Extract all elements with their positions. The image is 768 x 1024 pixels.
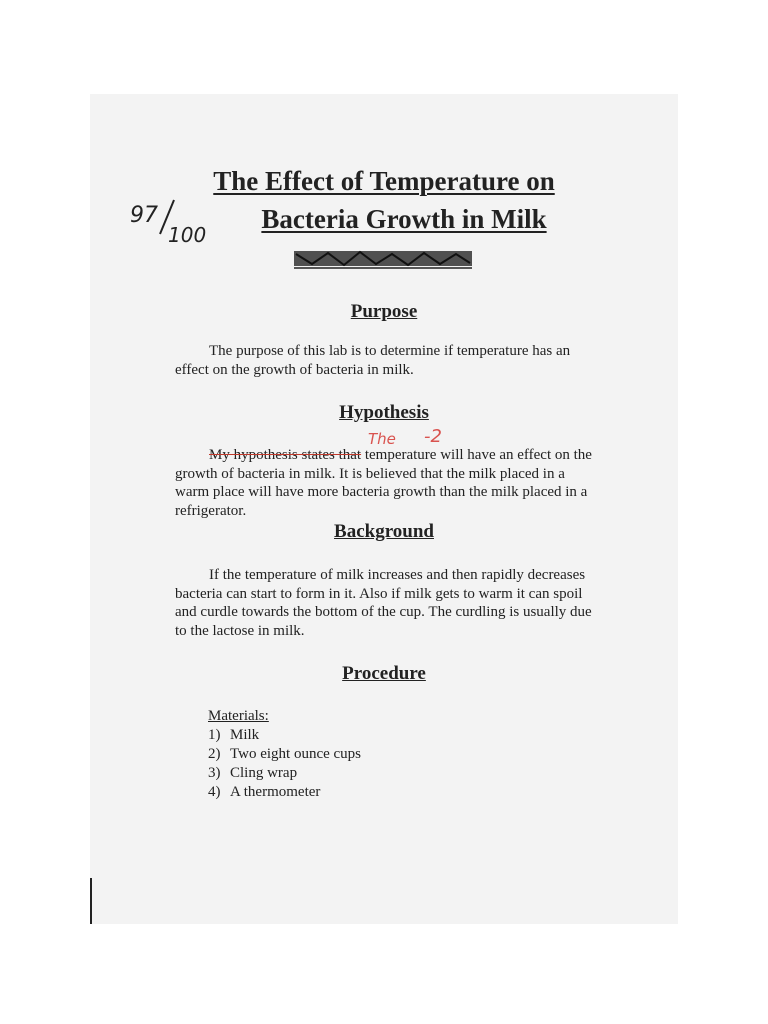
title-line-2: Bacteria Growth in Milk <box>261 204 547 234</box>
list-item: 3) Cling wrap <box>208 765 298 781</box>
grade-text: 97 <box>130 203 158 228</box>
handwritten-grade <box>130 196 220 246</box>
hypothesis-heading: Hypothesis <box>339 402 429 423</box>
materials-label: Materials: <box>208 708 269 724</box>
hypothesis-text: My hypothesis states that temperature will have an effect on the growth of bacteria in milk. It is believed that the milk placed in a warm place will have more bacteria growth than the milk placed in a refrigerator. <box>175 447 592 519</box>
struck-text: My hypothesis states that <box>209 447 362 463</box>
scan-edge-line <box>90 878 92 924</box>
materials-list <box>208 707 361 802</box>
purpose-text: The purpose of this lab is to determine if temperature has an effect on the growth of bacteria in milk. <box>175 343 571 378</box>
background-text: If the temperature of milk increases and then rapidly decreases bacteria can start to form in it. Also if milk gets to warm it can spoil and curdle towards the bottom of the cup. The curdling is usually due to the lactose in milk. <box>175 567 592 639</box>
list-item: 4) A thermometer <box>208 784 321 800</box>
title-line-1: The Effect of Temperature on <box>213 166 555 196</box>
deduction-annotation: -2 <box>424 426 442 447</box>
background-heading: Background <box>334 521 434 542</box>
correction-annotation: The <box>368 430 396 448</box>
redacted-author-name <box>292 248 474 270</box>
list-item: 1) Milk <box>208 727 260 743</box>
procedure-heading: Procedure <box>342 663 426 684</box>
purpose-heading: Purpose <box>350 301 418 322</box>
list-item: 2) Two eight ounce cups <box>208 746 362 762</box>
svg-text:100: 100 <box>168 223 207 246</box>
